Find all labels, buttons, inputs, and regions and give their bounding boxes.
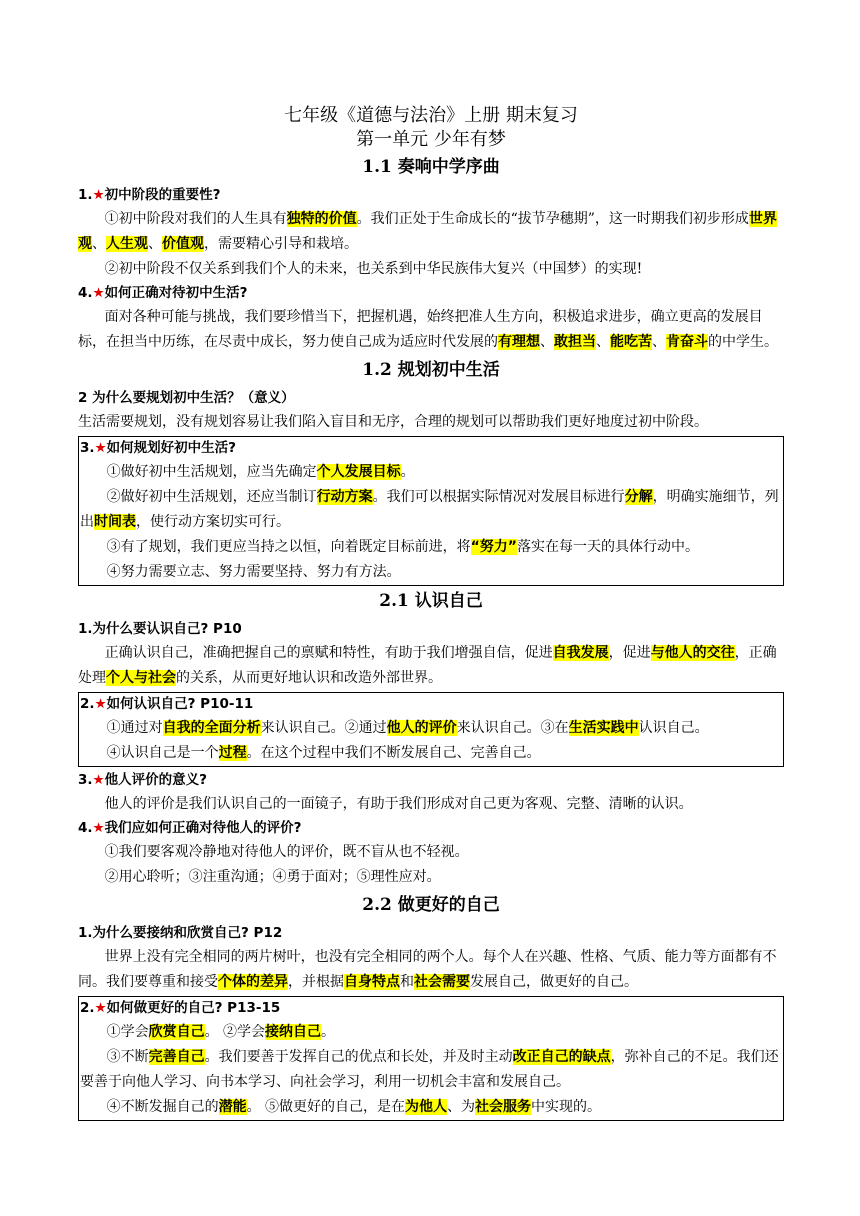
question-heading [80,437,782,460]
question-text: 他人评价的意义? [104,772,207,788]
highlighted-keyword: 个体的差异 [218,974,288,990]
answer-paragraph [78,641,784,691]
text-segment: 认识自己。 [638,720,709,736]
answer-paragraph [80,1045,782,1095]
text-segment: 、 [652,334,666,350]
document-page [78,104,784,1123]
text-segment: 、 [92,236,106,252]
text-segment: 、为 [447,1099,476,1115]
text-segment: ，明确实施细节，列出 [80,489,779,530]
text-segment: 中实现的。 [531,1099,602,1115]
question-heading [78,618,784,641]
answer-paragraph [78,410,784,435]
key-point-box [78,996,784,1121]
text-segment: 。在这个过程中我们不断发展自己、完善自己。 [246,745,541,761]
text-segment: ④努力需要立志、努力需要坚持、努力有方法。 [106,564,401,580]
highlighted-keyword: 时间表 [94,514,136,530]
answer-paragraph [80,485,782,535]
text-segment: 。我们要善于发挥自己的优点和长处，并及时主动 [204,1049,513,1065]
text-segment: 。 [400,464,415,480]
text-segment: ，正确处理 [78,645,777,686]
answer-paragraph [80,741,782,766]
text-segment: ②做好初中生活规划，还应当制订 [106,489,317,505]
question-number: 3. [78,772,93,788]
question-heading [78,387,784,410]
answer-paragraph [78,257,784,282]
text-segment: 、 [540,334,554,350]
star-icon: ★ [94,1000,107,1016]
question-number: 3. [80,440,95,456]
text-segment: ①我们要客观冷静地对待他人的评价，既不盲从也不轻视。 [104,844,469,860]
document-title: 七年级《道德与法治》上册 期末复习 [284,105,578,126]
question-number: 4. [78,285,93,301]
key-point-box [78,436,784,586]
highlighted-keyword: 个人与社会 [106,670,176,686]
text-segment: ③有了规划，我们更应当持之以恒，向着既定目标前进，将 [106,539,471,555]
answer-paragraph [78,840,784,865]
answer-paragraph [80,460,782,485]
highlighted-keyword: 敢担当 [554,334,596,350]
highlighted-keyword: 自身特点 [344,974,400,990]
highlighted-keyword: 世界观 [78,211,777,252]
highlighted-keyword: 价值观 [162,236,204,252]
text-segment: 发展自己，做更好的自己。 [470,974,638,990]
answer-paragraph [80,535,782,560]
text-segment: ①通过对 [106,720,163,736]
answer-paragraph [80,1020,782,1045]
section-heading: 2.2 做更好的自己 [362,895,500,915]
highlighted-keyword: 能吃苦 [610,334,652,350]
question-text: 为什么要规划初中生活？（意义） [87,390,295,406]
text-segment: ①学会 [106,1024,149,1040]
question-number: 1. [78,925,93,941]
highlighted-keyword: 社会服务 [475,1099,532,1115]
highlighted-keyword: “努力” [470,539,517,555]
text-segment: 、 [148,236,162,252]
text-segment: 和 [400,974,414,990]
highlighted-keyword: 个人发展目标 [316,464,401,480]
highlighted-keyword: 为他人 [405,1099,448,1115]
highlighted-keyword: 分解 [624,489,653,505]
text-segment: 。我们可以根据实际情况对发展目标进行 [372,489,625,505]
unit-title: 第一单元 少年有梦 [356,129,506,150]
star-icon: ★ [92,820,105,836]
text-segment: 落实在每一天的具体行动中。 [517,539,699,555]
question-number: 1. [78,187,93,203]
answer-paragraph [78,945,784,995]
text-segment: 来认识自己。③在 [456,720,569,736]
highlighted-keyword: 他人的评价 [386,720,457,736]
text-segment: ，促进 [608,645,651,661]
text-segment: 的中学生。 [708,334,778,350]
text-segment: ，需要精心引导和栽培。 [204,236,358,252]
text-segment: 来认识自己。②通过 [260,720,387,736]
highlighted-keyword: 潜能 [218,1099,247,1115]
question-heading [78,769,784,792]
text-segment: ①初中阶段对我们的人生具有 [104,211,287,227]
question-number: 2 [78,390,88,406]
text-segment: ④认识自己是一个 [106,745,219,761]
text-segment: 。我们正处于生命成长的“拔节孕穗期”，这一时期我们初步形成 [356,211,749,227]
text-segment: 世界上没有完全相同的两片树叶，也没有完全相同的两个人。每个人在兴趣、性格、气质、能力等方面都有不同。我们要尊重和接受 [78,949,777,990]
text-segment: 、 [596,334,610,350]
highlighted-keyword: 行动方案 [316,489,373,505]
highlighted-keyword: 社会需要 [414,974,470,990]
question-text: 如何正确对待初中生活? [104,285,248,301]
highlighted-keyword: 完善自己 [148,1049,205,1065]
answer-paragraph [78,305,784,355]
text-segment: ④不断发掘自己的 [106,1099,219,1115]
text-segment: ③不断 [106,1049,149,1065]
answer-paragraph [78,207,784,257]
answer-paragraph [80,1095,782,1120]
section-heading: 1.1 奏响中学序曲 [362,157,500,177]
text-segment: ②用心聆听；③注重沟通；④勇于面对；⑤理性应对。 [104,869,441,885]
highlighted-keyword: 过程 [218,745,247,761]
question-heading [80,997,782,1020]
text-segment: ②初中阶段不仅关系到我们个人的未来，也关系到中华民族伟大复兴（中国梦）的实现! [104,261,643,277]
question-heading [78,817,784,840]
highlighted-keyword: 欣赏自己 [148,1024,205,1040]
text-segment: 。 ⑤做更好的自己，是在 [246,1099,406,1115]
text-segment: 。 [321,1024,336,1040]
answer-paragraph [80,716,782,741]
question-heading [78,282,784,305]
question-number: 4. [78,820,93,836]
question-heading [78,184,784,207]
question-heading [78,922,784,945]
question-text: 如何规划好初中生活? [106,440,236,456]
text-segment: 生活需要规划，没有规划容易让我们陷入盲目和无序，合理的规划可以帮助我们更好地度过初中阶段。 [78,414,708,430]
highlighted-keyword: 与他人的交往 [650,645,735,661]
answer-paragraph [80,560,782,585]
question-text: 为什么要接纳和欣赏自己? P12 [92,925,283,941]
question-text: 如何认识自己? P10-11 [106,696,254,712]
highlighted-keyword: 独特的价值 [286,211,357,227]
question-heading [80,693,782,716]
question-number: 1. [78,621,93,637]
question-number: 2. [80,696,95,712]
highlighted-keyword: 接纳自己 [265,1024,322,1040]
star-icon: ★ [92,187,105,203]
question-text: 如何做更好的自己? P13-15 [106,1000,281,1016]
answer-paragraph [78,792,784,817]
text-segment: 面对各种可能与挑战，我们要珍惜当下，把握机遇，始终把准人生方向，积极追求进步，确立更高的发展目标，在担当中历练，在尽责中成长，努力使自己成为适应时代发展的 [78,309,763,350]
highlighted-keyword: 自我的全面分析 [162,720,261,736]
question-text: 初中阶段的重要性? [104,187,221,203]
text-segment: 正确认识自己，准确把握自己的禀赋和特性，有助于我们增强自信，促进 [104,645,553,661]
answer-paragraph [78,865,784,890]
highlighted-keyword: 有理想 [498,334,540,350]
text-segment: 他人的评价是我们认识自己的一面镜子，有助于我们形成对自己更为客观、完整、清晰的认识。 [104,796,693,812]
text-segment: ，弥补自己的不足。我们还要善于向他人学习、向书本学习、向社会学习，利用一切机会丰富和发展自己。 [80,1049,779,1090]
star-icon: ★ [92,285,105,301]
star-icon: ★ [94,440,107,456]
question-text: 为什么要认识自己? P10 [92,621,242,637]
star-icon: ★ [94,696,107,712]
highlighted-keyword: 自我发展 [552,645,609,661]
highlighted-keyword: 改正自己的缺点 [512,1049,611,1065]
key-point-box [78,692,784,767]
text-segment: 的关系，从而更好地认识和改造外部世界。 [176,670,442,686]
section-heading: 2.1 认识自己 [379,591,483,611]
highlighted-keyword: 人生观 [106,236,148,252]
text-segment: ①做好初中生活规划，应当先确定 [106,464,317,480]
question-text: 我们应如何正确对待他人的评价? [104,820,302,836]
text-segment: ，使行动方案切实可行。 [136,514,290,530]
text-segment: 。 ②学会 [204,1024,266,1040]
highlighted-keyword: 肯奋斗 [666,334,708,350]
section-heading: 1.2 规划初中生活 [362,360,500,380]
text-segment: ，并根据 [288,974,344,990]
question-number: 2. [80,1000,95,1016]
highlighted-keyword: 生活实践中 [568,720,639,736]
document-content [78,154,784,1121]
star-icon: ★ [92,772,105,788]
